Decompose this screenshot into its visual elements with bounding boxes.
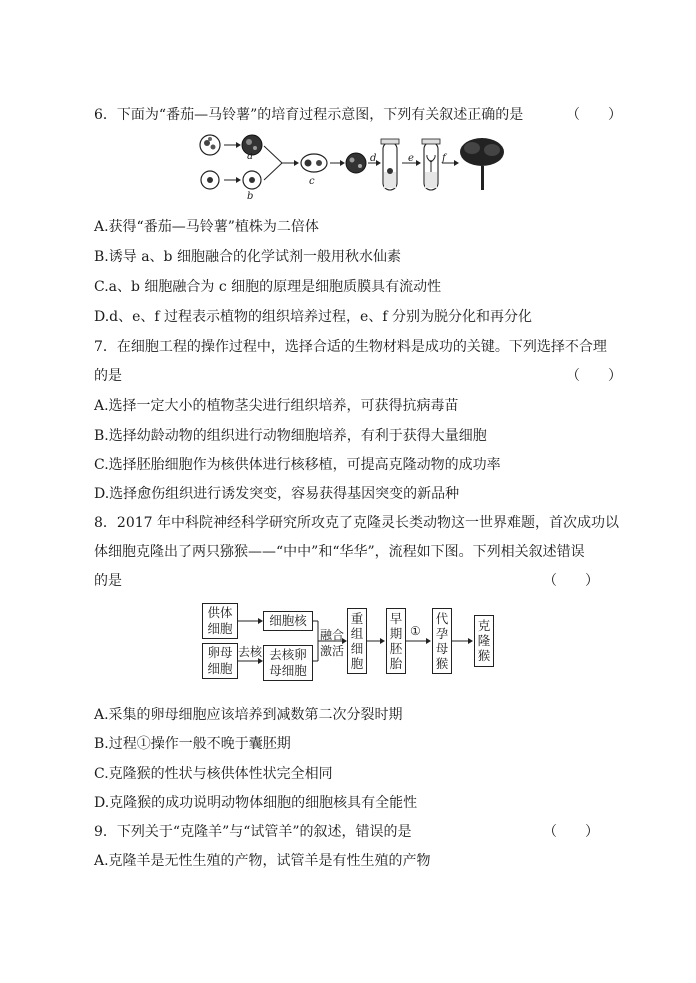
reconstructed-cell-box: 重 组 细 胞 [347,608,367,674]
clone-monkey-box: 克 隆 猴 [474,615,494,667]
surrogate-mother-box: 代 孕 母 猴 [432,608,452,674]
enucleate-label: 去核 [238,645,263,659]
q6-option-d: D.d、e、f 过程表示植物的组织培养过程，e、f 分别为脱分化和再分化 [94,309,532,325]
label-c: c [309,176,315,187]
potato-cell-icon [201,171,219,189]
q8-option-a: A.采集的卵母细胞应该培养到减数第二次分裂时期 [94,707,403,723]
q6-answer-paren: （ ） [566,107,622,123]
oocyte-box: 卵母 细胞 [202,643,238,679]
label-d: d [370,153,377,164]
q6-option-c: C.a、b 细胞融合为 c 细胞的原理是细胞质膜具有流动性 [94,279,442,295]
step-1-label: ① [410,624,421,638]
fuse-activate-label: 融合 激活 [320,628,345,658]
q9-option-a: A.克隆羊是无性生殖的产物，试管羊是有性生殖的产物 [94,853,431,869]
donor-cell-box: 供体 细胞 [202,603,238,639]
label-a: a [247,151,253,162]
tomato-cell-icon [200,135,220,155]
q8-stem-line1: 8．2017 年中科院神经科学研究所攻克了克隆灵长类动物这一世界难题，首次成功以 [94,515,619,531]
label-e: e [408,153,414,164]
protoplast-b-icon [243,171,261,189]
q9-stem: 9．下列关于“克隆羊”与“试管羊”的叙述，错误的是 [94,824,412,840]
q6-option-b: B.诱导 a、b 细胞融合的化学试剂一般用秋水仙素 [94,249,401,265]
q6-stem: 6．下面为“番茄—马铃薯”的培育过程示意图，下列有关叙述正确的是 [94,107,524,123]
fused-cell-c-icon [301,154,327,172]
q7-option-a: A.选择一定大小的植物茎尖进行组织培养，可获得抗病毒苗 [94,398,459,414]
q8-option-c: C.克隆猴的性状与核供体性状完全相同 [94,766,333,782]
q8-answer-paren: （ ） [543,573,599,589]
q8-option-d: D.克隆猴的成功说明动物体细胞的细胞核具有全能性 [94,795,418,811]
early-embryo-box: 早 期 胚 胎 [386,608,406,674]
q8-option-b: B.过程①操作一般不晚于囊胚期 [94,736,291,752]
q8-stem-line3: 的是 [94,573,122,589]
test-tube-e-icon [422,139,440,190]
q7-option-b: B.选择幼龄动物的组织进行动物细胞培养，有利于获得大量细胞 [94,428,487,444]
q7-answer-paren: （ ） [566,368,622,384]
q9-answer-paren: （ ） [543,824,599,840]
q7-stem-line1: 7．在细胞工程的操作过程中，选择合适的生物材料是成功的关键。下列选择不合理 [94,339,607,355]
q7-option-c: C.选择胚胎细胞作为核供体进行核移植，可提高克隆动物的成功率 [94,457,501,473]
nucleus-box: 细胞核 [263,611,313,631]
plant-icon [460,138,504,190]
q8-stem-line2: 体细胞克隆出了两只猕猴——“中中”和“华华”，流程如下图。下列相关叙述错误 [94,544,585,560]
q6-option-a: A.获得“番茄—马铃薯”植株为二倍体 [94,219,319,235]
label-b: b [247,191,254,202]
q7-option-d: D.选择愈伤组织进行诱发突变，容易获得基因突变的新品种 [94,486,460,502]
label-f: f [442,153,446,164]
callus-icon [346,153,366,173]
test-tube-d-icon [381,139,399,190]
q6-breeding-diagram [190,130,510,205]
enucleated-oocyte-box: 去核卵 母细胞 [263,645,313,681]
q7-stem-line2: 的是 [94,368,122,384]
